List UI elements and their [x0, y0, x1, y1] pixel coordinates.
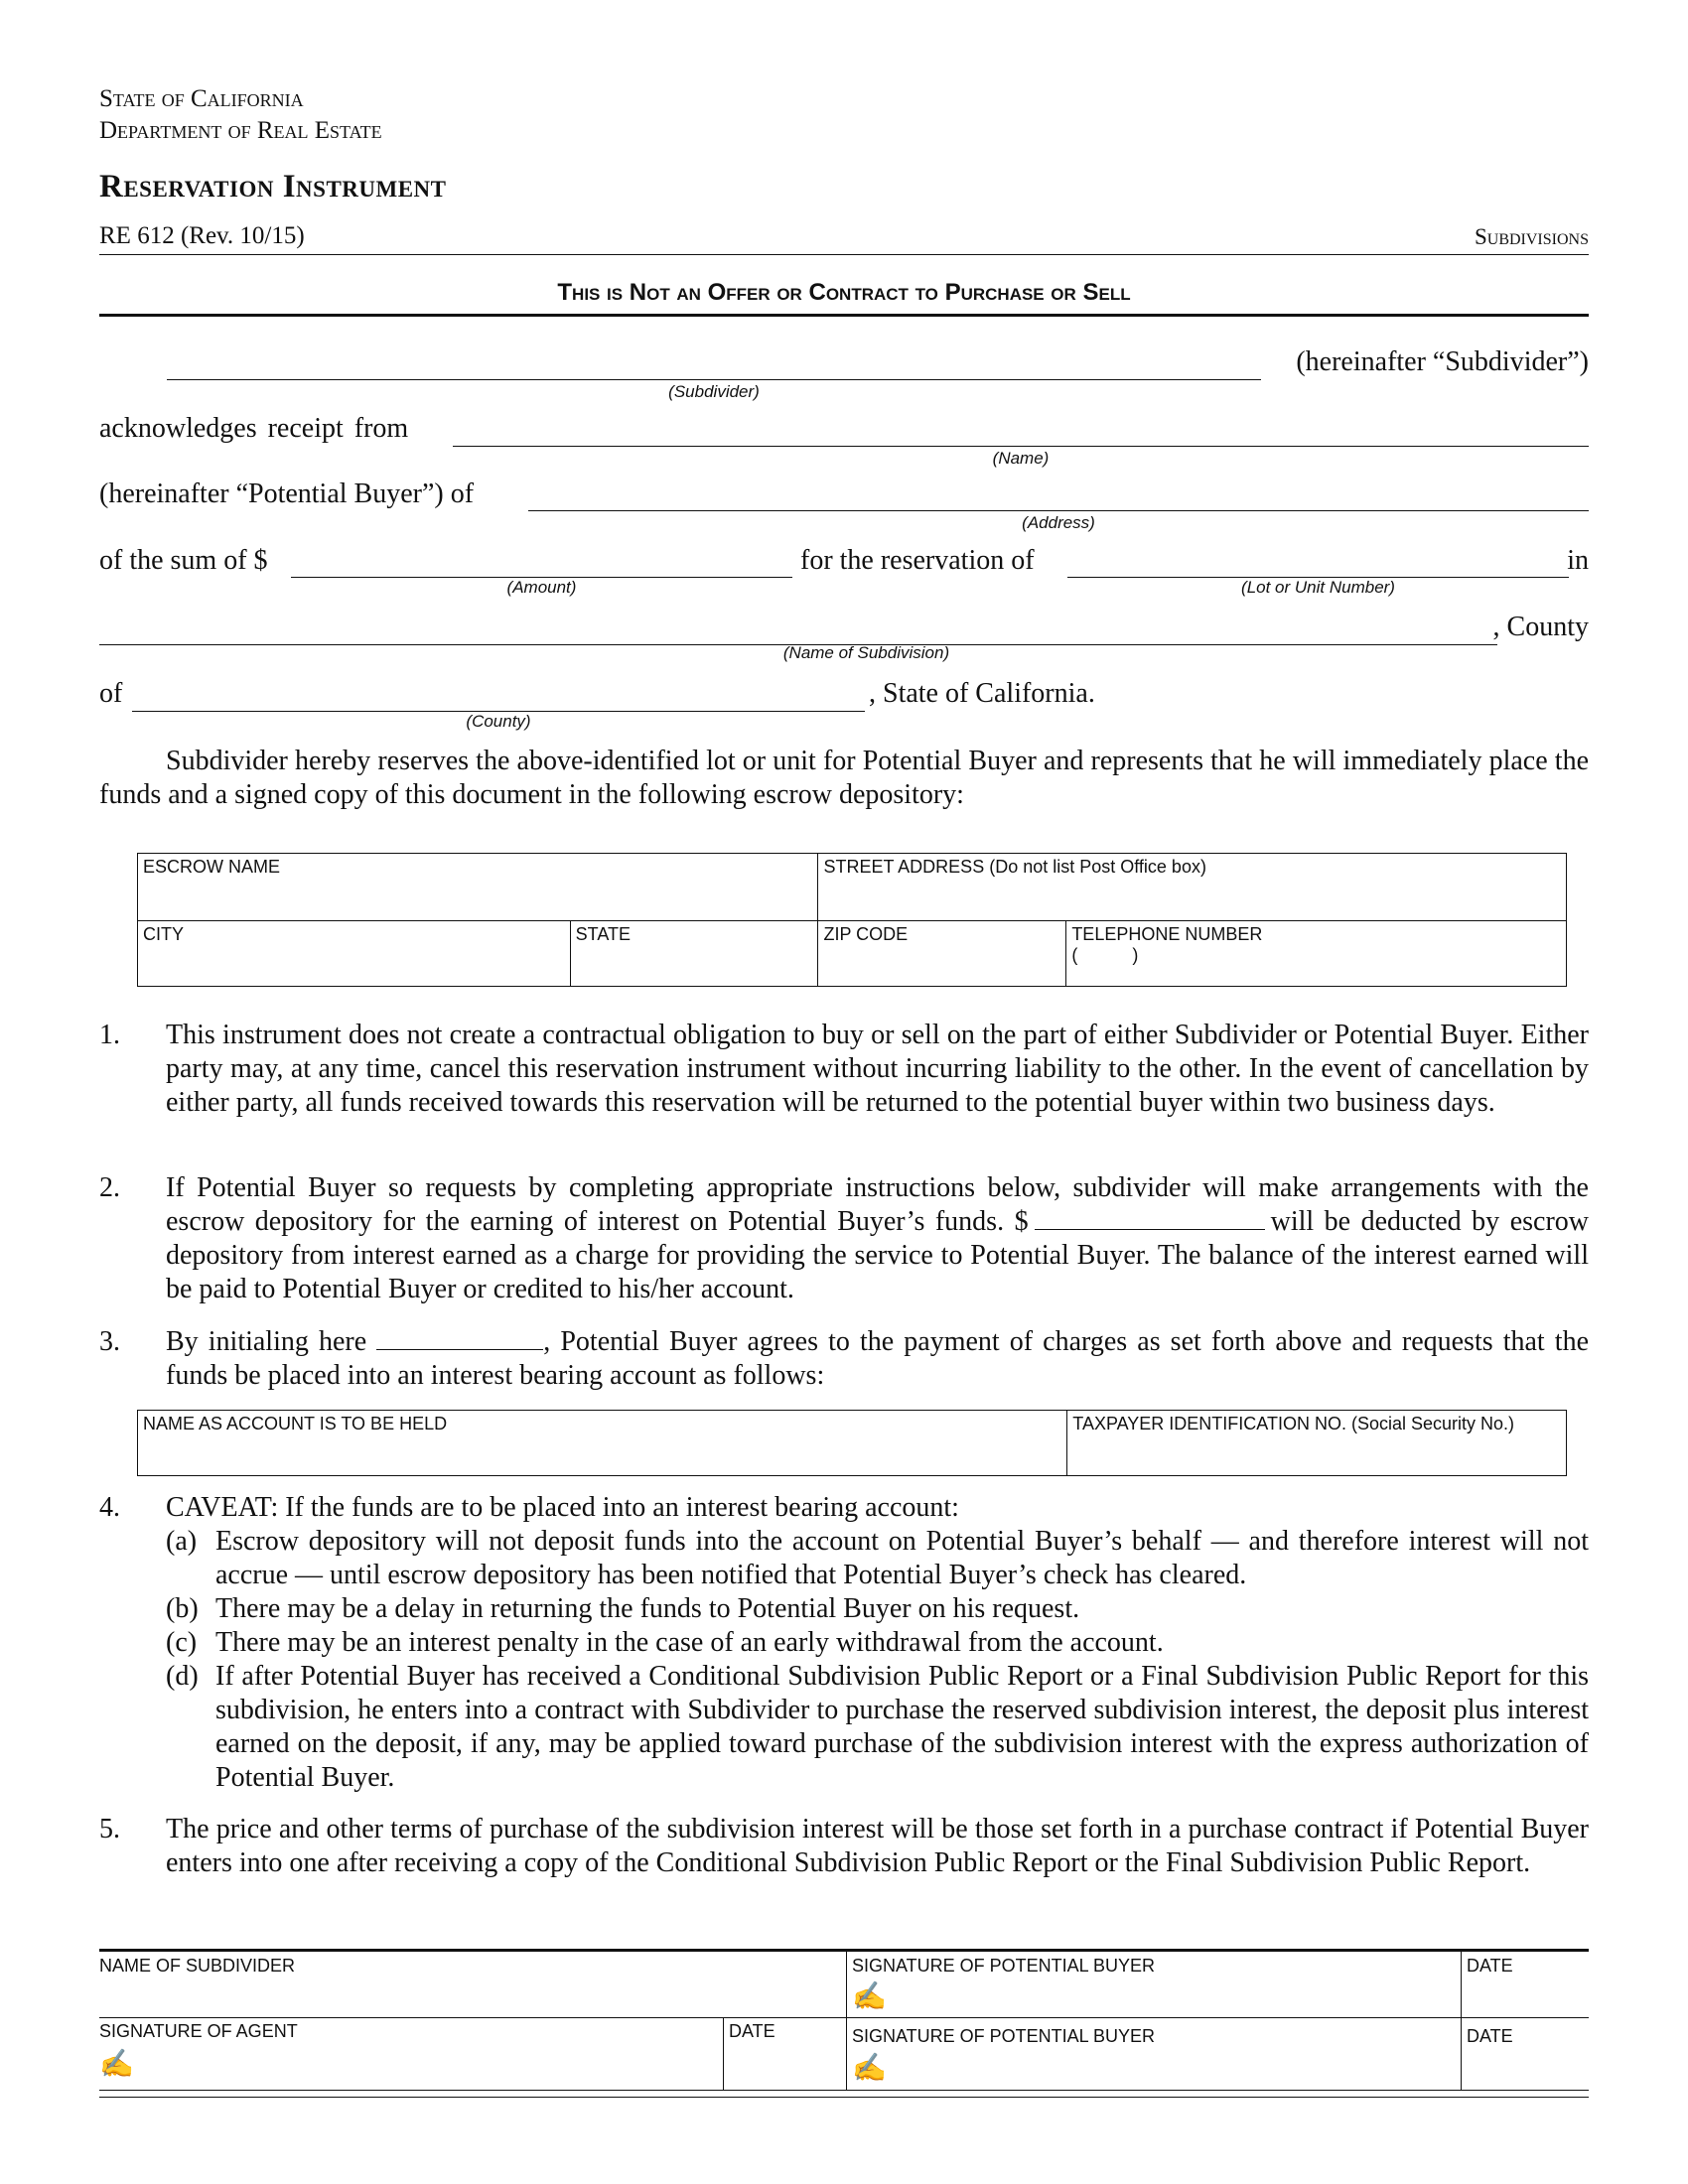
item-4-number: 4. — [99, 1492, 120, 1523]
telephone-cell[interactable] — [1066, 921, 1567, 987]
buyer-signature-field-2[interactable] — [852, 2051, 912, 2085]
item-2-text-a: If Potential Buyer so requests by completing appropriate instructions below, subdivider will make arrangements with the escrow depository for the earning of interest on Potential Buyer’s funds. $ — [166, 1172, 1589, 1237]
subdivision-caption: (Name of Subdivision) — [782, 643, 950, 662]
pen-sign-icon: ✍ — [852, 2053, 887, 2084]
subdivider-line[interactable] — [167, 379, 1261, 380]
name-line[interactable] — [453, 446, 1589, 447]
subdivider-suffix: (hereinafter “Subdivider”) — [1296, 346, 1589, 377]
item-4c-label: (c) — [166, 1627, 198, 1658]
item-3-number: 3. — [99, 1326, 120, 1357]
subdivider-name-label: NAME OF SUBDIVIDER — [99, 1956, 296, 1976]
division-label: Subdivisions — [1474, 224, 1589, 249]
item-1-text: This instrument does not create a contractual obligation to buy or sell on the part of either Subdivider or Potential Buyer. Either party may, at any time, cancel this reservation instrument without incurring liability to the other. In the event of cancellation by either party, all funds received towards this reservation will be returned to the potential buyer within two business days. — [166, 1020, 1589, 1118]
item-4d-text: If after Potential Buyer has received a Conditional Subdivision Public Report or a Final Subdivision Public Report for this subdivision, he enters into a contract with Subdivider to purchase the reserved subdivision interest, the deposit plus interest earned on the deposit, if any, may be applied toward purchase of the subdivision interest with the express authorization of Potential Buyer. — [215, 1661, 1589, 1793]
item-1-number: 1. — [99, 1020, 120, 1050]
city-cell[interactable] — [138, 921, 571, 987]
agent-signature-label: SIGNATURE OF AGENT — [99, 2021, 298, 2041]
address-caption: (Address) — [1022, 513, 1095, 532]
taxpayer-id-label: TAXPAYER IDENTIFICATION NO. (Social Security No.) — [1072, 1414, 1515, 1433]
lot-caption: (Lot or Unit Number) — [1241, 578, 1395, 597]
signature-mid-rule — [99, 2017, 1589, 2018]
item-4-text: CAVEAT: If the funds are to be placed into an interest bearing account: — [166, 1492, 959, 1523]
item-4b-text: There may be a delay in returning the funds to Potential Buyer on his request. — [215, 1593, 1080, 1624]
buyer-label: (hereinafter “Potential Buyer”) of — [99, 478, 475, 509]
state-name: State of California — [99, 85, 304, 112]
item-4d-label: (d) — [166, 1661, 199, 1692]
buyer-signature-field-1[interactable] — [852, 1979, 912, 2013]
notice-banner: This is Not an Offer or Contract to Purchase or Sell — [557, 279, 1131, 306]
street-address-label: STREET ADDRESS (Do not list Post Office box) — [823, 857, 1206, 877]
header-rule — [99, 254, 1589, 255]
date-field-2[interactable] — [1462, 2019, 1589, 2089]
date-field-1[interactable] — [1462, 1952, 1589, 2017]
intro-paragraph: Subdivider hereby reserves the above-identified lot or unit for Potential Buyer and represents that he will immediately place the funds and a signed copy of this document in the following escrow depository: — [99, 746, 1589, 810]
county-caption: (County) — [466, 712, 531, 731]
escrow-table — [137, 853, 1567, 987]
item-3-text-b: , Potential Buyer agrees to the payment of charges as set forth above and requests that the funds be placed into an interest bearing account as follows: — [166, 1326, 1589, 1391]
department-name: Department of Real Estate — [99, 117, 382, 144]
account-name-cell[interactable] — [138, 1411, 1067, 1476]
address-line[interactable] — [528, 510, 1589, 511]
pen-sign-icon: ✍ — [99, 2049, 134, 2080]
escrow-name-label: ESCROW NAME — [143, 857, 281, 877]
notice-rule — [99, 314, 1589, 317]
account-name-label: NAME AS ACCOUNT IS TO BE HELD — [143, 1414, 448, 1433]
state-label: STATE — [575, 924, 631, 944]
item-4a-text: Escrow depository will not deposit funds into the account on Potential Buyer’s behalf — and therefore interest will not accrue — until escrow depository has been notified that Potential Buyer’s check has cleared. — [215, 1526, 1589, 1590]
telephone-label: TELEPHONE NUMBER — [1071, 924, 1263, 944]
name-caption: (Name) — [992, 449, 1050, 468]
item-2-number: 2. — [99, 1172, 120, 1203]
item-4b-label: (b) — [166, 1593, 199, 1624]
date-label-1: DATE — [1467, 1956, 1513, 1976]
sum-label: of the sum of $ — [99, 545, 268, 576]
buyer-signature-label-1: SIGNATURE OF POTENTIAL BUYER — [852, 1956, 1156, 1976]
item-2-text — [166, 1171, 1589, 1306]
taxpayer-id-cell[interactable] — [1067, 1411, 1567, 1476]
signature-bottom-rule-2 — [99, 2097, 1589, 2098]
amount-caption: (Amount) — [506, 578, 577, 597]
pen-sign-icon: ✍ — [852, 1981, 887, 2012]
item-5-text: The price and other terms of purchase of the subdivision interest will be those set forth in a purchase contract if Potential Buyer enters into one after receiving a copy of the Conditional Subdivision Public Report or the Final Subdivision Public Report. — [166, 1814, 1589, 1878]
reservation-label: for the reservation of — [800, 545, 1035, 576]
agent-signature-field[interactable] — [99, 2047, 695, 2085]
of-label: of — [99, 678, 123, 709]
item-2-text-b: will be deducted by escrow depository from interest earned as a charge for providing the service to Potential Buyer. The balance of the interest earned will be paid to Potential Buyer or credited to his/her account. — [166, 1206, 1589, 1304]
item-3-text-a: By initialing here — [166, 1326, 367, 1357]
in-label: in — [1567, 545, 1589, 576]
zip-cell[interactable] — [818, 921, 1066, 987]
item-4a-label: (a) — [166, 1526, 198, 1557]
signature-divider-center — [846, 1949, 847, 2090]
state-suffix: , State of California. — [869, 678, 1095, 709]
city-label: CITY — [143, 924, 185, 944]
form-title: Reservation Instrument — [99, 169, 447, 205]
zip-label: ZIP CODE — [823, 924, 909, 944]
item-5-number: 5. — [99, 1814, 120, 1844]
signature-divider-agent-date — [723, 2017, 724, 2090]
subdivider-caption: (Subdivider) — [668, 382, 760, 401]
initial-blank[interactable] — [376, 1325, 543, 1350]
state-cell[interactable] — [570, 921, 818, 987]
signature-divider-date — [1461, 1949, 1462, 2090]
subdivider-name-field[interactable] — [99, 1952, 846, 2017]
county-label: , County — [1492, 612, 1589, 642]
street-address-cell[interactable] — [818, 854, 1567, 921]
item-3-text — [166, 1325, 1589, 1393]
escrow-name-cell[interactable] — [138, 854, 818, 921]
account-table — [137, 1410, 1567, 1476]
agent-date-label: DATE — [729, 2021, 775, 2041]
signature-bottom-rule-1 — [99, 2090, 1589, 2091]
item-4c-text: There may be an interest penalty in the case of an early withdrawal from the account. — [215, 1627, 1164, 1658]
form-number: RE 612 (Rev. 10/15) — [99, 222, 305, 249]
date-label-2: DATE — [1467, 2026, 1513, 2046]
area-code-paren: ( ) — [1071, 945, 1139, 965]
agent-date-field[interactable] — [724, 2019, 845, 2085]
service-charge-blank[interactable] — [1035, 1205, 1265, 1230]
acknowledges-label: acknowledges receipt from — [99, 413, 409, 444]
buyer-signature-label-2: SIGNATURE OF POTENTIAL BUYER — [852, 2026, 1156, 2046]
